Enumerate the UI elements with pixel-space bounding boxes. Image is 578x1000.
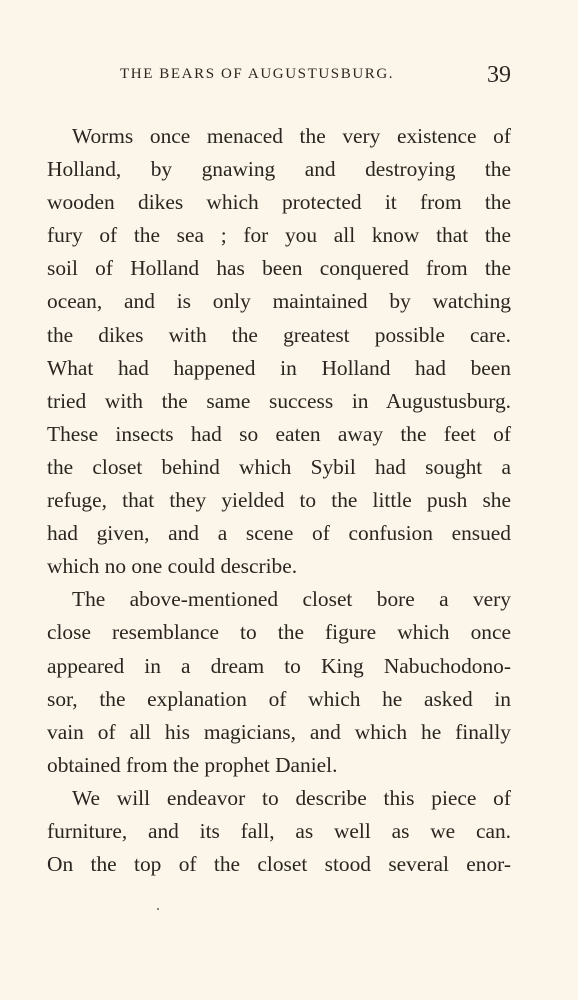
text-line: Holland, by gnawing and destroying the [47, 157, 511, 182]
text-line: On the top of the closet stood several enor- [47, 852, 511, 877]
text-line: tried with the same success in Augustusburg. [47, 388, 511, 413]
text-line: Worms once menaced the very existence of [72, 124, 511, 148]
body-text [47, 120, 511, 881]
text-line: refuge, that they yielded to the little push she [47, 488, 511, 513]
text-line: wooden dikes which protected it from the [47, 190, 511, 215]
text-line: The above-mentioned closet bore a very [72, 587, 511, 612]
text-line: furniture, and its fall, as well as we can. [47, 818, 511, 843]
text-line: obtained from the prophet Daniel. [47, 752, 338, 777]
text-line: These insects had so eaten away the feet of [47, 421, 511, 446]
paper-speck [157, 908, 159, 910]
text-line: appeared in a dream to King Nabuchodono- [47, 653, 511, 678]
text-line: the dikes with the greatest possible care. [47, 322, 511, 347]
text-line: which no one could describe. [47, 554, 298, 579]
text-line: vain of all his magicians, and which he finally [47, 719, 511, 744]
text-line: had given, and a scene of confusion ensued [47, 521, 511, 546]
text-line: fury of the sea ; for you all know that the [47, 223, 511, 248]
text-line: ocean, and is only maintained by watching [47, 289, 511, 314]
text-line: the closet behind which Sybil had sought a [47, 454, 511, 479]
text-line: We will endeavor to describe this piece of [72, 785, 511, 810]
text-line: soil of Holland has been conquered from the [47, 256, 511, 281]
text-line: sor, the explanation of which he asked in [47, 686, 511, 711]
text-line: close resemblance to the figure which once [47, 620, 511, 645]
page-number: 39 [487, 62, 511, 88]
text-line: What had happened in Holland had been [47, 355, 511, 380]
running-head: THE BEARS OF AUGUSTUSBURG. [120, 66, 395, 82]
